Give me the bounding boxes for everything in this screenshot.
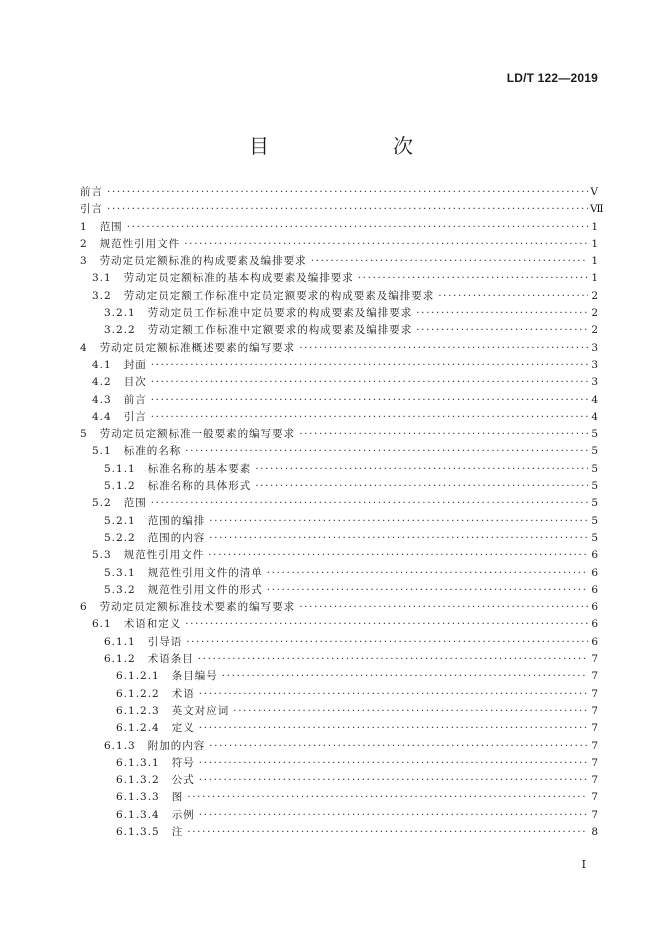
toc-entry-title: 标准名称的基本要素 xyxy=(147,462,252,475)
toc-dot-leader xyxy=(151,392,588,409)
toc-entry-title: 附加的内容 xyxy=(147,739,206,752)
toc-dot-leader xyxy=(185,443,588,460)
toc-dot-leader xyxy=(222,668,588,685)
toc-entry-title: 标准名称的具体形式 xyxy=(147,480,252,493)
toc-entry[interactable] xyxy=(80,582,598,599)
toc-entry-title: 劳动定员定额工作标准中定员定额要求的构成要素及编排要求 xyxy=(123,289,435,302)
toc-entry-page: 7 xyxy=(591,808,598,821)
toc-dot-leader xyxy=(358,270,588,287)
toc-entry-title: 劳动定员定额标准概述要素的编写要求 xyxy=(99,341,296,354)
toc-entry-number: 3.2.2 xyxy=(104,324,136,337)
toc-dot-leader xyxy=(255,461,588,478)
toc-entry[interactable] xyxy=(80,824,598,841)
toc-entry-title: 劳动定额工作标准中定额要求的构成要素及编排要求 xyxy=(147,324,413,337)
toc-entry-page: 6 xyxy=(591,601,598,614)
toc-entry-number: 3.2 xyxy=(92,289,112,302)
toc-entry-title: 劳动定员定额标准的构成要素及编排要求 xyxy=(99,255,307,268)
toc-entry[interactable] xyxy=(80,201,604,218)
toc-entry-number: 6.1.3.5 xyxy=(116,825,160,838)
toc-entry-page: 7 xyxy=(591,791,598,804)
toc-entry-number: 5.1.1 xyxy=(104,462,136,475)
toc-entry-page: 5 xyxy=(591,428,598,441)
toc-entry[interactable] xyxy=(80,807,598,824)
toc-entry-page: 5 xyxy=(591,497,598,510)
document-code: LD/T 122—2019 xyxy=(506,71,598,85)
toc-entry[interactable] xyxy=(80,443,598,460)
toc-entry[interactable] xyxy=(80,374,598,391)
toc-entry-number: 6.1.2.3 xyxy=(116,704,160,717)
toc-dot-leader xyxy=(151,357,588,374)
toc-entry-number: 5.3.1 xyxy=(104,566,136,579)
toc-dot-leader xyxy=(184,236,588,253)
toc-entry-title: 术语条目 xyxy=(147,653,194,666)
toc-dot-leader xyxy=(151,374,588,391)
toc-entry[interactable] xyxy=(80,547,598,564)
toc-entry-page: 6 xyxy=(591,618,598,631)
toc-entry-number: 6.1.1 xyxy=(104,635,136,648)
toc-dot-leader xyxy=(151,409,588,426)
toc-entry-number: 3.1 xyxy=(92,272,112,285)
toc-entry-page: 3 xyxy=(591,341,598,354)
toc-dot-leader xyxy=(107,184,588,201)
toc-entry-page: 1 xyxy=(591,220,598,233)
toc-entry-page: Ⅴ xyxy=(590,186,598,198)
toc-entry-page: 1 xyxy=(591,272,598,285)
toc-dot-leader xyxy=(299,426,588,443)
toc-entry[interactable] xyxy=(80,651,598,668)
toc-dot-leader xyxy=(267,582,588,599)
toc-entry-number: 6.1 xyxy=(92,618,112,631)
toc-entry[interactable] xyxy=(80,599,598,616)
toc-entry[interactable] xyxy=(80,686,598,703)
toc-dot-leader xyxy=(299,340,588,357)
toc-entry[interactable] xyxy=(80,322,598,339)
toc-entry-number: 6.1.3 xyxy=(104,739,136,752)
toc-entry-page: 7 xyxy=(591,687,598,700)
toc-entry-title: 规范性引用文件 xyxy=(99,237,181,250)
toc-entry-page: 4 xyxy=(591,393,598,406)
toc-dot-leader xyxy=(199,686,588,703)
toc-entry-title: 劳动定员定额标准技术要素的编写要求 xyxy=(99,601,296,614)
toc-entry-number: 5.1.2 xyxy=(104,480,136,493)
page-number: Ⅰ xyxy=(581,858,586,871)
toc-entry-title: 术语 xyxy=(171,687,195,700)
toc-entry-title: 示例 xyxy=(171,808,195,821)
toc-entry[interactable] xyxy=(80,409,598,426)
toc-entry-page: 2 xyxy=(591,289,598,302)
toc-dot-leader xyxy=(187,824,588,841)
toc-entry-title: 引言 xyxy=(80,203,103,216)
toc-entry-title: 英文对应词 xyxy=(171,704,230,717)
toc-title: 目 次 xyxy=(249,134,441,158)
toc-entry-number: 6.1.3.3 xyxy=(116,791,160,804)
toc-entry-page: 6 xyxy=(591,635,598,648)
toc-dot-leader xyxy=(299,599,588,616)
toc-entry-number: 4.4 xyxy=(92,410,112,423)
toc-entry-title: 引导语 xyxy=(147,635,183,648)
toc-entry-title: 前言 xyxy=(123,393,147,406)
toc-entry-page: 1 xyxy=(591,255,598,268)
toc-entry[interactable] xyxy=(80,565,598,582)
toc-entry[interactable] xyxy=(80,253,598,270)
toc-entry[interactable] xyxy=(80,305,598,322)
toc-entry[interactable] xyxy=(80,668,598,685)
toc-dot-leader xyxy=(199,772,588,789)
toc-entry-page: 8 xyxy=(591,825,598,838)
toc-entry-page: 7 xyxy=(591,722,598,735)
toc-entry-page: 2 xyxy=(591,324,598,337)
toc-entry-number: 1 xyxy=(80,220,88,233)
toc-entry[interactable] xyxy=(80,184,598,201)
toc-entry-number: 4.2 xyxy=(92,376,112,389)
toc-dot-leader xyxy=(438,288,588,305)
toc-entry[interactable] xyxy=(80,530,598,547)
toc-entry-page: 3 xyxy=(591,376,598,389)
toc-entry[interactable] xyxy=(80,288,598,305)
toc-entry[interactable] xyxy=(80,513,598,530)
toc-dot-leader xyxy=(187,789,588,806)
toc-entry[interactable] xyxy=(80,461,598,478)
toc-dot-leader xyxy=(209,513,588,530)
toc-entry[interactable] xyxy=(80,772,598,789)
toc-entry-title: 前言 xyxy=(80,186,103,198)
toc-entry[interactable] xyxy=(80,270,598,287)
toc-entry-title: 劳动定员工作标准中定员要求的构成要素及编排要求 xyxy=(147,307,413,320)
toc-entry-page: 6 xyxy=(591,549,598,562)
toc-entry-title: 注 xyxy=(171,825,184,838)
toc-entry-title: 符号 xyxy=(171,756,195,769)
toc-entry-title: 规范性引用文件的形式 xyxy=(147,583,263,596)
toc-entry-page: 5 xyxy=(591,531,598,544)
toc-dot-leader xyxy=(199,720,588,737)
toc-entry-title: 条目编号 xyxy=(171,670,218,683)
toc-entry-number: 6.1.3.4 xyxy=(116,808,160,821)
toc-dot-leader xyxy=(255,478,588,495)
toc-dot-leader xyxy=(185,616,588,633)
toc-entry[interactable] xyxy=(80,219,598,236)
toc-entry[interactable] xyxy=(80,703,598,720)
toc-entry[interactable] xyxy=(80,426,598,443)
toc-entry-number: 6.1.3.1 xyxy=(116,756,160,769)
toc-entry-number: 5 xyxy=(80,428,88,441)
toc-entry-title: 范围 xyxy=(99,220,123,233)
toc-entry-title: 标准的名称 xyxy=(123,445,182,458)
toc-dot-leader xyxy=(107,201,588,218)
toc-entry-title: 目次 xyxy=(123,376,147,389)
toc-entry-page: 7 xyxy=(591,756,598,769)
toc-entry-number: 6.1.2.4 xyxy=(116,722,160,735)
toc-entry-number: 6 xyxy=(80,601,88,614)
toc-entry-title: 公式 xyxy=(171,774,195,787)
toc-dot-leader xyxy=(416,322,588,339)
toc-entry-page: 5 xyxy=(591,480,598,493)
toc-entry-page: 2 xyxy=(591,307,598,320)
toc-dot-leader xyxy=(186,634,588,651)
toc-entry-number: 6.1.2 xyxy=(104,653,136,666)
toc-entry[interactable] xyxy=(80,634,598,651)
toc-entry-title: 封面 xyxy=(123,358,147,371)
toc-entry-page: 5 xyxy=(591,445,598,458)
toc-entry-number: 4.1 xyxy=(92,358,112,371)
toc-entry-number: 5.2.2 xyxy=(104,531,136,544)
toc-entry[interactable] xyxy=(80,495,598,512)
toc-dot-leader xyxy=(416,305,588,322)
toc-entry-page: 5 xyxy=(591,514,598,527)
toc-entry-number: 3.2.1 xyxy=(104,307,136,320)
toc-entry-title: 引言 xyxy=(123,410,147,423)
toc-entry-title: 定义 xyxy=(171,722,195,735)
toc-entry-number: 6.1.2.1 xyxy=(116,670,160,683)
toc-entry-number: 5.1 xyxy=(92,445,112,458)
toc-entry-title: 规范性引用文件 xyxy=(123,549,205,562)
toc-dot-leader xyxy=(267,565,588,582)
toc-entry-page: 7 xyxy=(591,670,598,683)
toc-dot-leader xyxy=(151,495,588,512)
table-of-contents xyxy=(80,184,604,841)
toc-entry-number: 5.3.2 xyxy=(104,583,136,596)
toc-entry[interactable] xyxy=(80,720,598,737)
toc-entry-page: Ⅶ xyxy=(590,203,604,216)
toc-entry-title: 劳动定员定额标准一般要素的编写要求 xyxy=(99,428,296,441)
toc-entry-number: 5.2.1 xyxy=(104,514,136,527)
toc-entry[interactable] xyxy=(80,392,598,409)
toc-entry-title: 术语和定义 xyxy=(123,618,182,631)
toc-entry-page: 6 xyxy=(591,583,598,596)
toc-entry-title: 图 xyxy=(171,791,184,804)
toc-entry[interactable] xyxy=(80,357,598,374)
toc-entry-title: 范围的内容 xyxy=(147,531,206,544)
toc-entry-page: 3 xyxy=(591,358,598,371)
toc-entry[interactable] xyxy=(80,755,598,772)
toc-entry-number: 4.3 xyxy=(92,393,112,406)
toc-entry-page: 7 xyxy=(591,704,598,717)
toc-dot-leader xyxy=(209,530,588,547)
toc-dot-leader xyxy=(199,755,588,772)
toc-entry-page: 1 xyxy=(591,237,598,250)
toc-entry[interactable] xyxy=(80,478,598,495)
toc-entry-number: 6.1.3.2 xyxy=(116,774,160,787)
toc-entry-number: 3 xyxy=(80,255,88,268)
toc-entry-number: 6.1.2.2 xyxy=(116,687,160,700)
toc-entry-number: 5.3 xyxy=(92,549,112,562)
toc-entry[interactable] xyxy=(80,236,598,253)
toc-entry-number: 2 xyxy=(80,237,88,250)
toc-entry-title: 规范性引用文件的清单 xyxy=(147,566,263,579)
toc-entry-number: 5.2 xyxy=(92,497,112,510)
toc-entry[interactable] xyxy=(80,738,598,755)
toc-entry-title: 范围 xyxy=(123,497,147,510)
toc-entry-page: 5 xyxy=(591,462,598,475)
toc-entry-title: 范围的编排 xyxy=(147,514,206,527)
toc-entry-page: 4 xyxy=(591,410,598,423)
toc-dot-leader xyxy=(198,651,588,668)
toc-dot-leader xyxy=(233,703,588,720)
toc-entry-page: 7 xyxy=(591,739,598,752)
toc-dot-leader xyxy=(199,807,588,824)
toc-dot-leader xyxy=(311,253,588,270)
toc-entry[interactable] xyxy=(80,789,598,806)
toc-entry-page: 6 xyxy=(591,566,598,579)
toc-entry-page: 7 xyxy=(591,653,598,666)
toc-entry-title: 劳动定员定额标准的基本构成要素及编排要求 xyxy=(123,272,354,285)
toc-entry[interactable] xyxy=(80,616,598,633)
toc-dot-leader xyxy=(209,738,588,755)
toc-dot-leader xyxy=(208,547,588,564)
toc-entry-number: 4 xyxy=(80,341,88,354)
toc-entry[interactable] xyxy=(80,340,598,357)
toc-dot-leader xyxy=(127,219,588,236)
toc-entry-page: 7 xyxy=(591,774,598,787)
